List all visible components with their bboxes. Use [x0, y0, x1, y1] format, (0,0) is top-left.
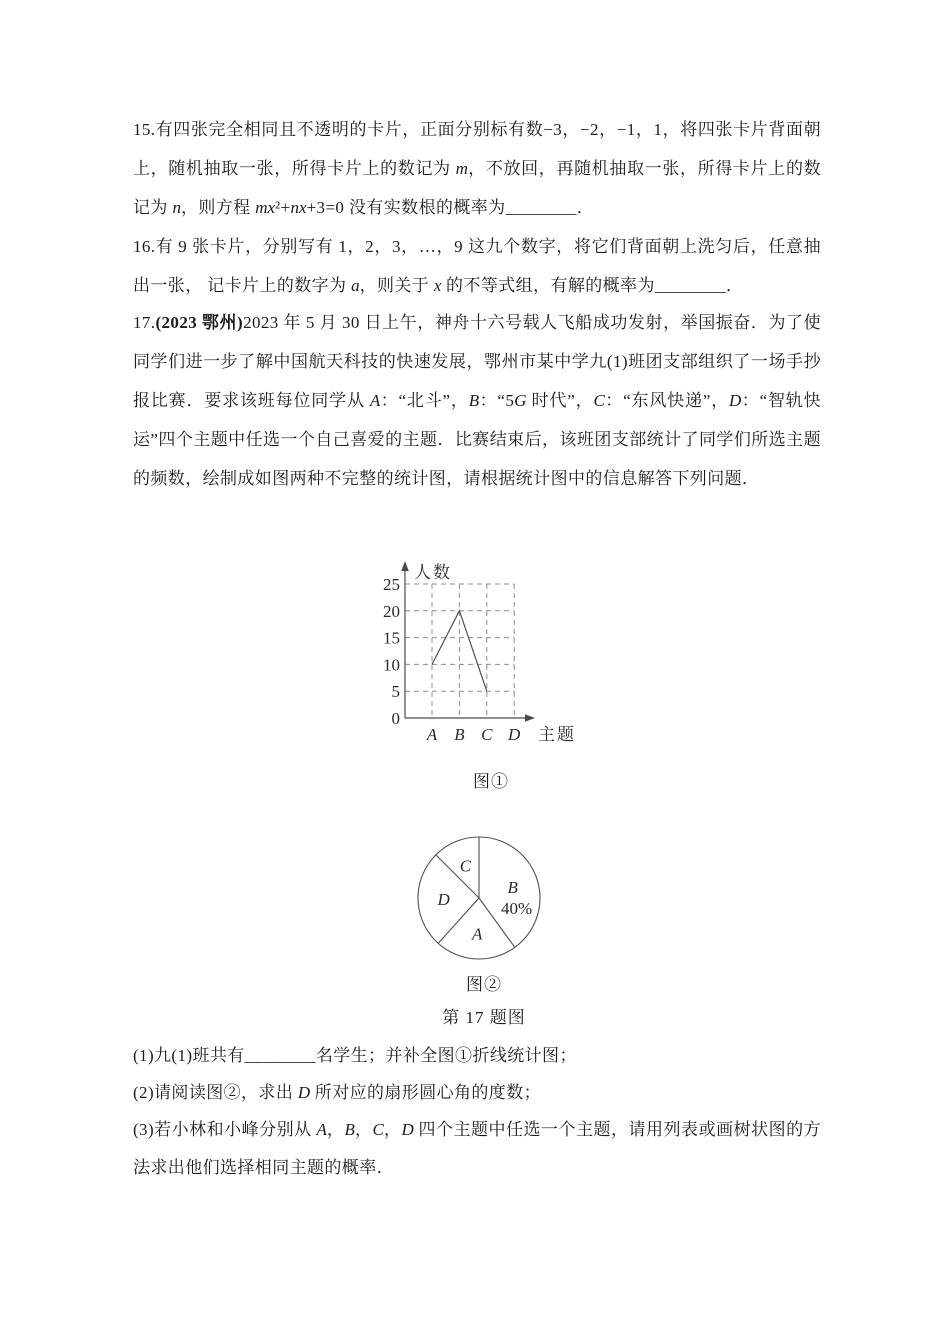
text-segment: 四个主题中任选一个主题，请用列表或画树状图的方法求出他们选择相同主题的概率． [133, 1120, 822, 1177]
y-tick-label: 25 [383, 575, 400, 594]
x-tick-label: D [508, 725, 521, 744]
text-segment: a [351, 276, 360, 295]
text-segment: (1)九(1)班共有________名学生；并补全图①折线统计图； [133, 1046, 577, 1065]
subquestion-2 [133, 1074, 821, 1112]
text-segment: 2023 年 5 月 30 日上午，神舟十六号载人飞船成功发射，举国振奋．为了使同学们进一步了解中国航天科技的快速发展，鄂州市某中学九(1)班团支部组织了一场手抄报比赛．要求该班每位同学从 [133, 313, 821, 410]
y-tick-label: 5 [391, 682, 400, 702]
text-segment: D [401, 1120, 414, 1139]
y-tick-label: 10 [383, 655, 400, 675]
subquestion-1 [133, 1037, 821, 1075]
x-tick-label: A [426, 725, 438, 744]
text-segment: ：“智轨快运”四个主题中任选一个自己喜爱的主题．比赛结束后，该班团支部统计了同学们所选主题的频数，绘制成如图两种不完整的统计图，请根据统计图中的信息解答下列问题． [133, 391, 822, 488]
text-segment: m [455, 159, 468, 178]
pie-slice-label: C [459, 856, 472, 876]
pie-slice-label: A [471, 924, 483, 944]
line-chart-figure1 [381, 556, 601, 756]
text-segment: ，不放回，再随机抽取一张，所得卡片上的数记为 [133, 159, 821, 217]
text-segment: 所对应的扇形圆心角的度数； [310, 1083, 542, 1102]
x-axis-arrow-icon [525, 714, 535, 722]
text-segment: 15.有四张完全相同且不透明的卡片，正面分别标有数−3，−2，−1，1，将四张卡片背面朝上，随机抽取一张，所得卡片上的数记为 [133, 120, 821, 178]
text-segment: 的不等式组，有解的概率为________． [441, 276, 744, 295]
text-segment: B [468, 391, 480, 410]
x-tick-label: B [454, 725, 465, 744]
figure2-caption: 图② [466, 975, 502, 994]
text-segment: ，则方程 [180, 198, 256, 217]
question-17 [133, 303, 821, 498]
text-segment: D [729, 391, 742, 410]
text-segment: D [297, 1083, 311, 1102]
text-segment: 16.有 9 张卡片，分别写有 1，2，3，…，9 这九个数字，将它们背面朝上洗匀后，任意抽出一张， 记卡片上的数字为 [133, 237, 821, 295]
text-segment: ， [354, 1120, 373, 1139]
y-axis-arrow-icon [401, 561, 409, 571]
x-tick-label: C [481, 725, 493, 744]
pie-slice-label: D [437, 889, 450, 909]
text-segment: ：“东风快递”， [604, 391, 730, 410]
text-segment: x [433, 276, 442, 295]
text-segment: 时代”， [526, 391, 594, 410]
text-segment: G [514, 391, 527, 410]
text-segment: 17. [133, 313, 156, 332]
text-segment: A [316, 1120, 327, 1139]
text-segment: (2)请阅读图②，求出 [133, 1083, 298, 1102]
y-tick-label: 0 [391, 709, 400, 728]
pie-slice-label: B [507, 878, 518, 898]
text-segment: (3)若小林和小峰分别从 [133, 1120, 317, 1139]
text-segment: C [372, 1120, 384, 1139]
figure-main-caption: 第 17 题图 [442, 1008, 526, 1027]
pie-slice-percent: 40% [501, 899, 533, 919]
text-segment: ：“北斗”， [380, 391, 469, 410]
text-segment: ：“5 [479, 391, 515, 410]
text-segment: B [344, 1120, 355, 1139]
y-axis-title: 人数 [414, 563, 452, 582]
question-15 [133, 110, 821, 227]
text-segment: ， [383, 1120, 402, 1139]
x-axis-title: 主题 [538, 725, 576, 744]
figure1-caption: 图① [473, 772, 509, 791]
text-segment: C [593, 391, 605, 410]
y-tick-label: 20 [383, 601, 400, 621]
subquestion-3 [133, 1111, 821, 1187]
text-segment: ，则关于 [359, 276, 434, 295]
text-segment: mx [255, 198, 276, 217]
text-segment: n [172, 198, 181, 217]
text-segment: nx [290, 198, 307, 217]
text-segment: (2023 鄂州) [155, 313, 244, 332]
text-segment: A [369, 391, 381, 410]
text-segment: ²+ [275, 198, 291, 217]
y-tick-label: 15 [383, 628, 400, 648]
text-segment: +3=0 没有实数根的概率为________． [306, 198, 595, 217]
text-segment: ， [326, 1120, 345, 1139]
question-16 [133, 227, 821, 305]
pie-chart-figure2 [404, 825, 564, 985]
